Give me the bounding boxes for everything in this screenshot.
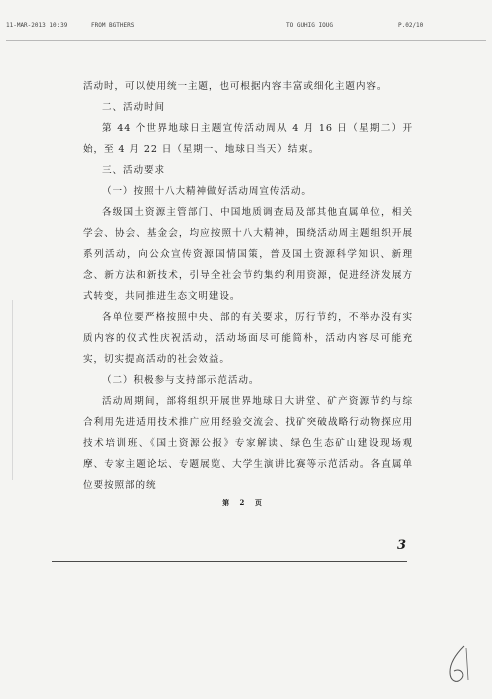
fax-date-time: 11-MAR-2013 10:39 <box>6 22 68 29</box>
paragraph-continuation: 活动时，可以使用统一主题，也可根据内容丰富或细化主题内容。 <box>83 81 388 92</box>
scan-streak <box>12 300 13 480</box>
section-heading-time: 二、活动时间 <box>102 102 165 113</box>
paragraph-frugality: 各单位要严格按照中央、部的有关要求，厉行节约，不举办没有实质内容的仪式性庆祝活动，活动场面尽可能简朴，活动内容尽可能充实，切实提高活动的社会效益。 <box>83 312 413 365</box>
page-number: 第 2 页 <box>222 498 266 507</box>
paragraph-event-dates: 第 44 个世界地球日主题宣传活动周从 4 月 16 日（星期二）开始，至 4 月 22 日（星期一、地球日当天）结束。 <box>83 123 413 155</box>
subheading-two: （二）积极参与支持部示范活动。 <box>102 375 260 386</box>
fax-page-indicator: P.02/10 <box>398 22 424 29</box>
subheading-one: （一）按照十八大精神做好活动周宣传活动。 <box>102 186 312 197</box>
fax-transmission-header <box>0 22 492 36</box>
fax-to: TO GUHIG IOUG <box>286 22 333 29</box>
document-body <box>83 76 413 496</box>
handwritten-signature <box>440 640 480 690</box>
section-heading-requirements: 三、活动要求 <box>102 165 165 176</box>
page-bottom-rule <box>52 561 407 562</box>
fax-header-divider <box>6 40 486 41</box>
paragraph-organize-activities: 各级国土资源主管部门、中国地质调查局及部其他直属单位，相关学会、协会、基金会，均应按照十八大精神，围绕活动周主题组织开展系列活动，向公众宣传资源国情国策，普及国土资源科学知识、新理念、新方法和新技术，引导全社会节约集约利用资源，促进经济发展方式转变，共同推进生态文明建设。 <box>83 207 413 302</box>
handwritten-mark: 3 <box>397 538 407 553</box>
paragraph-demonstration-activities: 活动周期间，部将组织开展世界地球日大讲堂、矿产资源节约与综合利用先进适用技术推广应用经验交流会、找矿突破战略行动物探应用技术培训班、《国土资源公报》专家解读、绿色生态矿山建设现场观摩、专家主题论坛、专题展览、大学生演讲比赛等示范活动。各直属单位要按照部的统 <box>83 396 413 491</box>
fax-from: FROM BGTHERS <box>91 22 135 29</box>
